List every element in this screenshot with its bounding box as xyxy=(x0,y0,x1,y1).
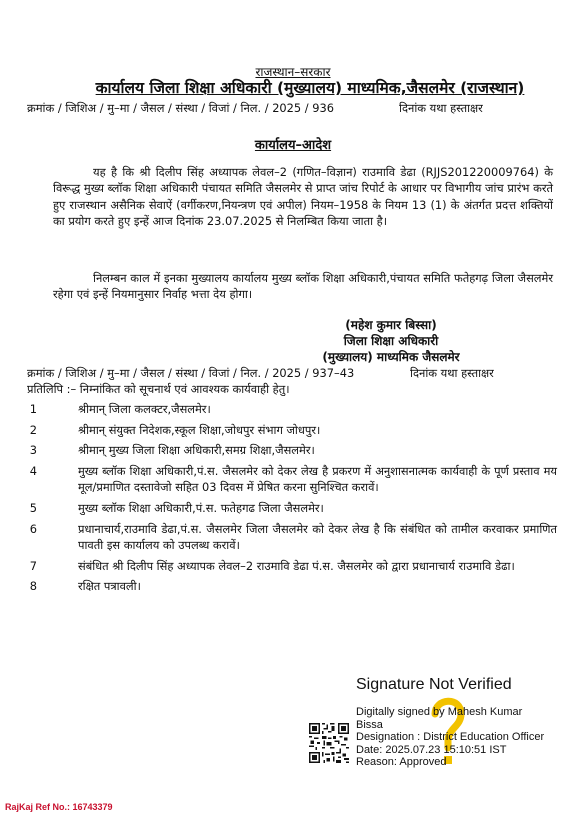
copy-intro: प्रतिलिपि :– निम्नांकित को सूचनार्थ एवं आवश्यक कार्यवाही हेतु। xyxy=(27,382,290,396)
list-item xyxy=(27,521,557,554)
order-paragraph-1-text: यह है कि श्री दिलीप सिंह अध्यापक लेवल–2 (गणित–विज्ञान) राउमावि डेढा (RJJS201220009764) के विरूद्ध मुख्य ब्लॉक शिक्षा अधिकारी पंचायत समिति जैसलमेर से प्राप्त जांच रिपोर्ट के आधार पर विभागीय जांच प्रारंभ करते हुए राजस्थान असैनिक सेवाऐं (वर्गीकरण,नियन्त्रण एवं अपील) नियम–1958 के नियम 13 (1) के अंतर्गत प्रदत्त शक्तियों का प्रयोग करते हुए इन्हें आज दिनांक 23.07.2025 से निलम्बित किया जाता है। xyxy=(53,165,553,229)
signature-status: Signature Not Verified xyxy=(356,676,512,693)
signature-reason: Reason: Approved xyxy=(356,756,447,769)
signature-date: Date: 2025.07.23 15:10:51 IST xyxy=(356,743,507,756)
reference-date: दिनांक यथा हस्ताक्षर xyxy=(399,101,483,115)
government-heading: राजस्थान–सरकार xyxy=(255,65,331,79)
list-item xyxy=(27,578,557,595)
signed-by: Digitally signed by Mahesh Kumar Bissa xyxy=(356,706,523,731)
reference-line xyxy=(27,101,483,116)
list-item-number: 6 xyxy=(29,521,37,536)
list-item-number: 5 xyxy=(29,500,37,515)
signer-designation: Designation : District Education Officer xyxy=(356,731,545,744)
list-item xyxy=(27,422,557,439)
list-item-text: श्रीमान् जिला कलक्टर,जैसलमेर। xyxy=(78,402,211,416)
copy-recipient-list xyxy=(27,401,557,599)
order-paragraph-1 xyxy=(53,164,553,230)
order-paragraph-2 xyxy=(53,270,553,303)
list-item xyxy=(27,558,557,575)
list-item-number: 8 xyxy=(29,579,37,594)
list-item-text: रक्षित पत्रावली। xyxy=(78,579,141,594)
list-item-text: संबंधित श्री दिलीप सिंह अध्यापक लेवल–2 राउमावि डेढा पं.स. जैसलमेर को द्वारा प्रधानाचार्य राउमावि डेढा। xyxy=(78,558,515,573)
list-item-text: मुख्य ब्लॉक शिक्षा अधिकारी,पं.स. जैसलमेर को देकर लेख है प्रकरण में अनुशासनात्मक कार्यवाही के पूर्ण प्रस्ताव मय मूल/प्रमाणित दस्तावेजो सहित 03 दिवस में प्रेषित करना सुनिश्चित करावें। xyxy=(78,463,557,495)
qr-code-icon xyxy=(309,723,349,763)
signatory-name: (महेश कुमार बिस्सा) xyxy=(345,318,437,332)
signatory-designation: जिला शिक्षा अधिकारी xyxy=(343,334,439,348)
digital-signature-block xyxy=(356,706,544,769)
list-item xyxy=(27,442,557,459)
order-title: कार्यालय–आदेश xyxy=(254,138,332,153)
copy-reference-date: दिनांक यथा हस्ताक्षर xyxy=(410,366,494,380)
list-item-text: मुख्य ब्लॉक शिक्षा अधिकारी,पं.स. फतेहगढ जिला जैसलमेर। xyxy=(78,500,324,515)
office-heading: कार्यालय जिला शिक्षा अधिकारी (मुख्यालय) माध्यमिक,जैसलमेर (राजस्थान) xyxy=(95,79,525,97)
order-paragraph-2-text: निलम्बन काल में इनका मुख्यालय कार्यालय मुख्य ब्लॉक शिक्षा अधिकारी,पंचायत समिति फतेहगढ़ जिला जैसलमेर रहेगा एवं इन्हें नियमानुसार निर्वाह भत्ता देय होगा। xyxy=(53,271,553,302)
list-item xyxy=(27,401,557,418)
copy-reference-number: क्रमांक / जिशिअ / मु–मा / जैसल / संस्था / विजां / निल. / 2025 / 937–43 xyxy=(27,366,355,380)
list-item-number: 1 xyxy=(29,402,37,416)
list-item-text: श्रीमान् मुख्य जिला शिक्षा अधिकारी,समग्र शिक्षा,जैसलमेर। xyxy=(78,443,315,458)
list-item-number: 7 xyxy=(29,558,37,573)
copy-reference-line xyxy=(27,366,494,381)
list-item-number: 4 xyxy=(29,463,37,478)
list-item-text: प्रधानाचार्य,राउमावि डेढा,पं.स. जैसलमेर जिला जैसलमेर को देकर लेख है कि संबंधित को तामील करवाकर प्रमाणित पावती इस कार्यालय को उपलब्ध करावें। xyxy=(78,521,557,553)
list-item-number: 3 xyxy=(29,443,37,458)
signatory-office: (मुख्यालय) माध्यमिक जैसलमेर xyxy=(322,350,460,364)
list-item xyxy=(27,500,557,517)
list-item xyxy=(27,463,557,496)
reference-number: क्रमांक / जिशिअ / मु–मा / जैसल / संस्था / विजां / निल. / 2025 / 936 xyxy=(27,101,334,115)
rajkaj-reference: RajKaj Ref No.: 16743379 xyxy=(5,802,113,812)
list-item-text: श्रीमान् संयुक्त निदेशक,स्कूल शिक्षा,जोधपुर संभाग जोधपुर। xyxy=(78,422,321,437)
list-item-number: 2 xyxy=(29,422,37,437)
